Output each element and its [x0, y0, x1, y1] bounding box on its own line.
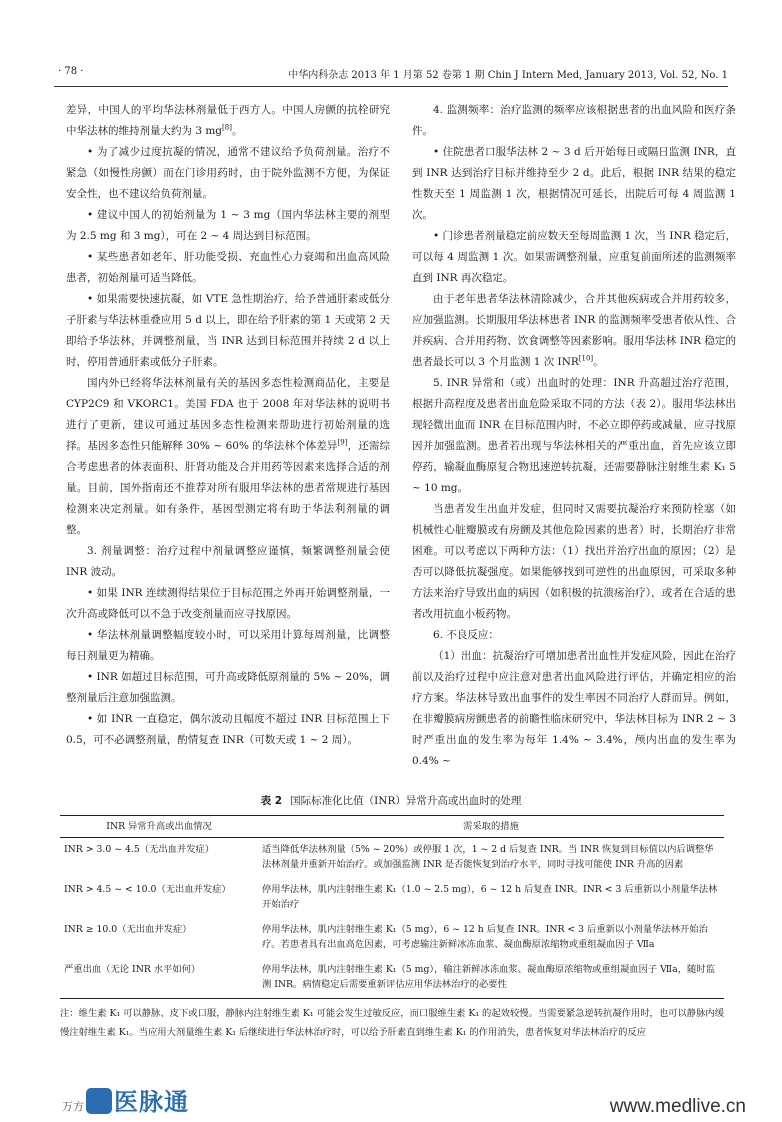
left-column [66, 100, 390, 751]
action-cell: 适当降低华法林剂量（5% ~ 20%）或停服 1 次，1 ~ 2 d 后复查 INR。当 INR 恢复到目标值以内后调整华法林剂量并重新开始治疗。或加强监测 INR 是否能恢复到治疗水平，同时寻找可能使 INR 升高的因素 [262, 844, 714, 870]
action-cell: 停用华法林，肌内注射维生素 K₁（5 mg），输注新鲜冰冻血浆、凝血酶原浓缩物或重组凝血因子 Ⅶa，随时监测 INR。病情稳定后需要重新评估应用华法林治疗的必要性 [258, 958, 724, 999]
wanfang-mark: 万方 [62, 1100, 84, 1113]
bullet-paragraph: • 住院患者口服华法林 2 ~ 3 d 后开始每日或隔日监测 INR，直到 INR 达到治疗目标并维持至少 2 d。此后，根据 INR 结果的稳定性数天至 1 周监测 1 次，根据情况可延长，出院后可每 4 周监测 1 次。 [412, 146, 736, 221]
medlive-logo: 医脉通 [86, 1082, 189, 1117]
paragraph: 国内外已经将华法林剂量有关的基因多态性检测商品化，主要是 CYP2C9 和 VKORC1。美国 FDA 也于 2008 年对华法林的说明书进行了更新，建议可通过基因多态性检测来帮助进行初始剂量的选择。基因多态性只能解释 30% ~ 60% 的华法林个体差异[9]，还需综合考虑患者的体表面积、肝肾功能及合并用药等因素来选择合适的剂量。目前，国外指南还不推荐对所有服用华法林的患者常规进行基因检测来决定剂量。如有条件，基因型测定将有助于华法利剂量的调整。 [66, 377, 391, 536]
action-cell: 停用华法林，肌内注射维生素 K₁（1.0 ~ 2.5 mg），6 ~ 12 h 后复查 INR。INR < 3 后重新以小剂量华法林开始治疗 [262, 884, 718, 910]
citation-ref[interactable]: [8] [222, 123, 232, 132]
bullet-paragraph: • 建议中国人的初始剂量为 1 ~ 3 mg（国内华法林主要的剂型为 2.5 mg 和 3 mg），可在 2 ~ 4 周达到目标范围。 [66, 209, 390, 242]
bullet-paragraph: • 为了减少过度抗凝的情况，通常不建议给予负荷剂量。治疗不紧急（如慢性房颤）而在门诊用药时，由于院外监测不方便，为保证安全性，也不建议给负荷剂量。 [66, 146, 390, 200]
table-row [60, 878, 724, 918]
header-rule [54, 86, 728, 87]
medlive-logo-icon [86, 1088, 112, 1114]
condition-cell: INR > 3.0 ~ 4.5（无出血并发症） [64, 844, 215, 855]
table-note: 注：维生素 K₁ 可以静脉、皮下或口服，静脉内注射维生素 K₁ 可能会发生过敏反应，而口服维生素 K₁ 的起效较慢。当需要紧急逆转抗凝作用时，也可以静脉内缓慢注射维生素 K₁。当应用大剂量维生素 K₁ 后继续进行华法林治疗时，可以给予肝素直到维生素 K₁ 的作用消失，患者恢复对华法林治疗的反应 [60, 1008, 724, 1038]
page-number: · 78 · [58, 66, 84, 77]
paragraph: 差异，中国人的平均华法林剂量低于西方人。中国人房颤的抗栓研究中华法林的维持剂量大约为 3 mg[8]。 [66, 104, 390, 137]
paragraph: 由于老年患者华法林清除减少，合并其他疾病或合并用药较多，应加强监测。长期服用华法林患者 INR 的监测频率受患者依从性、合并疾病、合并用药物、饮食调整等因素影响。服用华法林 INR 稳定的患者最长可以 3 个月监测 1 次 INR[10]。 [412, 293, 736, 368]
table-caption [0, 793, 782, 808]
action-cell: 停用华法林，肌内注射维生素 K₁（5 mg），6 ~ 12 h 后复查 INR。INR < 3 后重新以小剂量华法林开始治疗。若患者具有出血高危因素，可考虑输注新鲜冰冻血浆、凝血酶原浓缩物或重组凝血因子 Ⅶa [262, 924, 708, 950]
bullet-paragraph: • 门诊患者剂量稳定前应数天至每周监测 1 次，当 INR 稳定后，可以每 4 周监测 1 次。如果需调整剂量，应重复前面所述的监测频率直到 INR 再次稳定。 [412, 230, 736, 284]
bullet-paragraph: • 如果需要快速抗凝，如 VTE 急性期治疗，给予普通肝素或低分子肝素与华法林重叠应用 5 d 以上，即在给予肝素的第 1 天或第 2 天即给予华法林，并调整剂量，当 INR 达到目标范围并持续 2 d 以上时，停用普通肝素或低分子肝素。 [66, 293, 390, 368]
paragraph: （1）出血：抗凝治疗可增加患者出血性并发症风险，因此在治疗前以及治疗过程中应注意对患者出血风险进行评估，并确定相应的治疗方案。华法林导致出血事件的发生率因不同治疗人群而异。例如，在非瓣膜病房颤患者的前瞻性临床研究中，华法林目标为 INR 2 ~ 3 时严重出血的发生率为每年 1.4% ~ 3.4%，颅内出血的发生率为 0.4% ~ [412, 650, 736, 767]
bullet-paragraph: • 如 INR 一直稳定，偶尔波动且幅度不超过 INR 目标范围上下 0.5，可不必调整剂量，酌情复查 INR（可数天或 1 ~ 2 周）。 [66, 713, 390, 746]
inr-table [60, 815, 724, 999]
table-row [60, 838, 724, 879]
medlive-url[interactable]: www.medlive.cn [609, 1096, 746, 1117]
table-row [60, 918, 724, 958]
table-title: 国际标准化比值（INR）异常升高或出血时的处理 [290, 795, 522, 807]
condition-cell: 严重出血（无论 INR 水平如何） [60, 958, 258, 999]
table-header-action: 需采取的措施 [258, 816, 724, 838]
table-row [60, 958, 724, 999]
table-label: 表 2 [260, 795, 283, 807]
paragraph: 当患者发生出血并发症，但同时又需要抗凝治疗来预防栓塞（如机械性心脏瓣膜或有房颤及其他危险因素的患者）时，长期治疗非常困难。可以考虑以下两种方法：（1）找出并治疗出血的原因；（2）是否可以降低抗凝强度。如果能够找到可逆性的出血原因，可采取多种方法来治疗导致出血的病因（如积极的抗溃疡治疗），或者在合适的患者改用抗血小板药物。 [412, 503, 736, 620]
bullet-paragraph: • 华法林剂量调整幅度较小时，可以采用计算每周剂量，比调整每日剂量更为精确。 [66, 629, 390, 662]
condition-cell: INR ≥ 10.0（无出血并发症） [64, 924, 192, 935]
section-paragraph: 3. 剂量调整：治疗过程中剂量调整应谨慎，频繁调整剂量会使 INR 波动。 [66, 545, 390, 578]
right-column [412, 100, 736, 772]
section-paragraph: 4. 监测频率：治疗监测的频率应该根据患者的出血风险和医疗条件。 [412, 104, 736, 137]
bullet-paragraph: • INR 如超过目标范围，可升高或降低原剂量的 5% ~ 20%，调整剂量后注意加强监测。 [66, 671, 390, 704]
running-header [40, 66, 742, 84]
citation-ref[interactable]: [10] [578, 354, 594, 363]
bullet-paragraph: • 某些患者如老年、肝功能受损、充血性心力衰竭和出血高风险患者，初始剂量可适当降低。 [66, 251, 390, 284]
table-header-condition: INR 异常升高或出血情况 [60, 816, 258, 838]
citation-ref[interactable]: [9] [337, 438, 348, 447]
bullet-paragraph: • 如果 INR 连续测得结果位于目标范围之外再开始调整剂量，一次升高或降低可以不急于改变剂量而应寻找原因。 [66, 587, 390, 620]
section-paragraph: 5. INR 异常和（或）出血时的处理：INR 升高超过治疗范围，根据升高程度及患者出血危险采取不同的方法（表 2）。服用华法林出现轻微出血而 INR 在目标范围内时，不必立即停药或减量，应寻找原因并加强监测。患者若出现与华法林相关的严重出血，首先应该立即停药，输凝血酶原复合物迅速逆转抗凝，还需要静脉注射维生素 K₁ 5 ~ 10 mg。 [412, 377, 736, 494]
journal-citation: 中华内科杂志 2013 年 1 月第 52 卷第 1 期 Chin J Intern Med, January 2013, Vol. 52, No. 1 [288, 70, 728, 81]
section-paragraph: 6. 不良反应： [433, 629, 499, 641]
condition-cell: INR > 4.5 ~ < 10.0（无出血并发症） [64, 884, 231, 895]
